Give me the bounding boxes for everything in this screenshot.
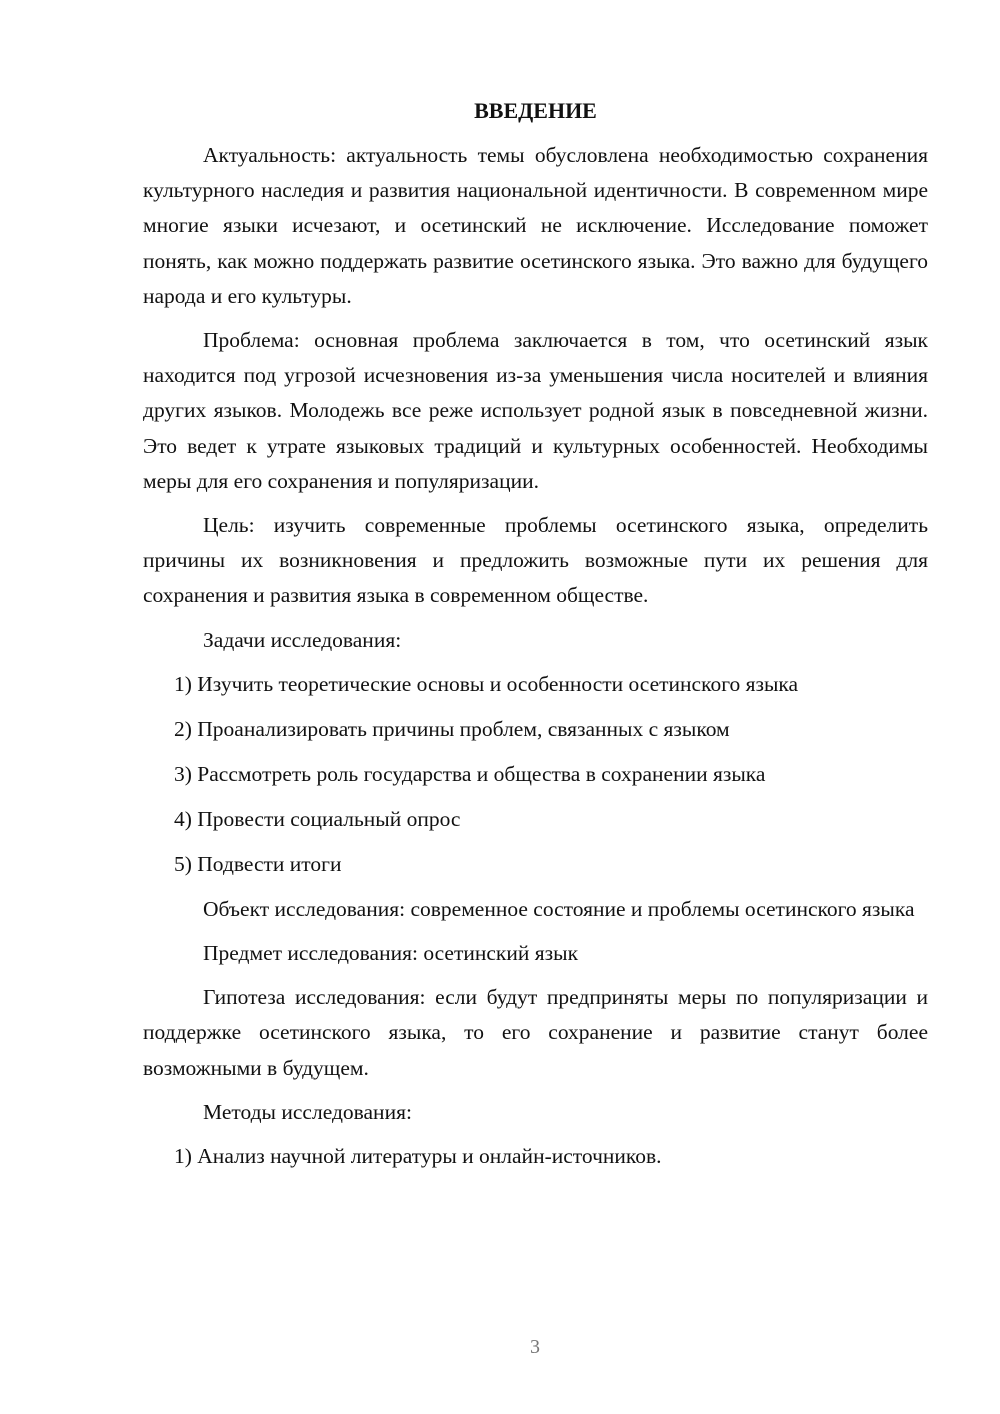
task-item-4: 4) Провести социальный опрос: [174, 806, 461, 831]
relevance-paragraph: Актуальность: актуальность темы обусловлена необходимостью сохранения культурного наследия и развития национальной идентичности. В современном мире многие языки исчезают, и осетинский не исключение. Исследование поможет понять, как можно поддержать развитие осетинского языка. Это важно для будущего народа и его культуры.: [143, 143, 928, 308]
section-title: ВВЕДЕНИЕ: [474, 98, 597, 123]
hypothesis-paragraph: Гипотеза исследования: если будут предприняты меры по популяризации и поддержке осетинского языка, то его сохранение и развитие станут более возможными в будущем.: [143, 985, 928, 1080]
goal-paragraph: Цель: изучить современные проблемы осетинского языка, определить причины их возникновения и предложить возможные пути их решения для сохранения и развития языка в современном обществе.: [143, 513, 928, 608]
task-item-2: 2) Проанализировать причины проблем, связанных с языком: [174, 716, 730, 741]
page-content: [143, 96, 928, 1184]
methods-heading: Методы исследования:: [203, 1099, 412, 1124]
method-item-1: 1) Анализ научной литературы и онлайн-источников.: [174, 1144, 662, 1169]
task-item-3: 3) Рассмотреть роль государства и общества в сохранении языка: [174, 761, 766, 786]
tasks-heading: Задачи исследования:: [203, 627, 402, 652]
subject-paragraph: Предмет исследования: осетинский язык: [203, 941, 579, 966]
problem-paragraph: Проблема: основная проблема заключается в том, что осетинский язык находится под угрозой исчезновения из-за уменьшения числа носителей и влияния других языков. Молодежь все реже использует родной язык в повседневной жизни. Это ведет к утрате языковых традиций и культурных особенностей. Необходимы меры для его сохранения и популяризации.: [143, 328, 928, 493]
object-paragraph: Объект исследования: современное состояние и проблемы осетинского языка: [203, 896, 915, 921]
task-item-5: 5) Подвести итоги: [174, 851, 342, 876]
page-number: 3: [530, 1336, 540, 1358]
task-item-1: 1) Изучить теоретические основы и особенности осетинского языка: [174, 671, 799, 696]
